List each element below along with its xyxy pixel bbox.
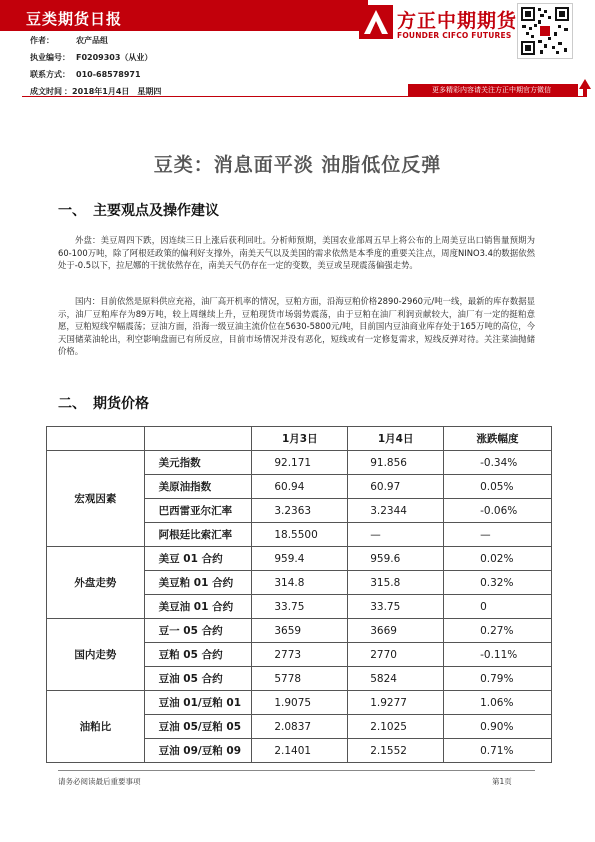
contact-value: 010-68578971 — [76, 70, 141, 79]
table-cell-change: 0.27% — [444, 619, 552, 643]
table-cell-curr: 91.856 — [348, 451, 444, 475]
section-heading-2: 二、 期货价格 — [58, 396, 149, 412]
license-label: 执业编号： — [30, 53, 70, 62]
table-cell-prev: 2.0837 — [252, 715, 348, 739]
table-cell-prev: 3.2363 — [252, 499, 348, 523]
table-cell-item: 豆油 05 合约 — [144, 667, 252, 691]
table-cell-prev: 33.75 — [252, 595, 348, 619]
table-cell-item: 阿根廷比索汇率 — [144, 523, 252, 547]
table-cell-curr: 315.8 — [348, 571, 444, 595]
table-cell-prev: 92.171 — [252, 451, 348, 475]
table-row — [47, 547, 552, 571]
table-header-cell: 1月3日 — [252, 427, 348, 451]
paragraph-domestic: 国内：目前依然是原料供应充裕，油厂高开机率的情况，豆粕方面，沿海豆粕价格2890-2960元/吨一线，最新的库存数据显示，油厂豆粕库存为89万吨，较上周继续上升，豆粕现货市场弱势震荡，由于豆粕在油厂利润贡献较大，油厂有一定的挺粕意愿，豆粕短线窄幅震荡；豆油方面，沿海一级豆油主流价位在5630-5800元/吨，目前国内豆油商业库存处于165万吨的高位，今天国储菜油轮出，利空影响盘面已有所反应，目前市场情况并没有恶化，短线或有一定修复需求，短线反弹对待。关注菜油抛储价格。 — [58, 296, 535, 356]
table-cell-item: 美元指数 — [144, 451, 252, 475]
table-cell-curr: 2.1025 — [348, 715, 444, 739]
section-heading-1: 一、 主要观点及操作建议 — [58, 203, 219, 219]
table-group-label: 国内走势 — [47, 619, 145, 691]
table-cell-curr: 3.2344 — [348, 499, 444, 523]
table-body — [47, 451, 552, 763]
table-cell-item: 豆油 09/豆粕 09 — [144, 739, 252, 763]
table-row — [47, 691, 552, 715]
table-cell-prev: 314.8 — [252, 571, 348, 595]
table-header-row — [47, 427, 552, 451]
table-cell-prev: 2.1401 — [252, 739, 348, 763]
table-header-cell: 涨跌幅度 — [444, 427, 552, 451]
qr-code-icon — [517, 3, 573, 59]
table-cell-item: 美豆 01 合约 — [144, 547, 252, 571]
table-cell-item: 美豆油 01 合约 — [144, 595, 252, 619]
author-value: 农产品组 — [76, 36, 108, 45]
table-group-label: 宏观因素 — [47, 451, 145, 547]
footer-page-number: 第1页 — [492, 777, 512, 786]
brand-name-cn: 方正中期期货 — [397, 10, 518, 32]
table-header-cell: 1月4日 — [348, 427, 444, 451]
table-header-cell — [47, 427, 145, 451]
table-header-cell — [144, 427, 252, 451]
table-cell-prev: 959.4 — [252, 547, 348, 571]
table-cell-item: 豆一 05 合约 — [144, 619, 252, 643]
table-row — [47, 451, 552, 475]
futures-price-table — [46, 426, 552, 763]
author-label: 作者： — [30, 36, 54, 45]
table-cell-change: 0 — [444, 595, 552, 619]
arrow-up-icon — [579, 79, 591, 89]
table-cell-change: 1.06% — [444, 691, 552, 715]
contact-label: 联系方式： — [30, 70, 70, 79]
table-row — [47, 619, 552, 643]
table-cell-curr: 33.75 — [348, 595, 444, 619]
brand-name-en: FOUNDER CIFCO FUTURES — [397, 31, 512, 40]
table-cell-prev: 1.9075 — [252, 691, 348, 715]
table-group-label: 外盘走势 — [47, 547, 145, 619]
table-cell-curr: 1.9277 — [348, 691, 444, 715]
table-cell-prev: 18.5500 — [252, 523, 348, 547]
table-cell-curr: 3669 — [348, 619, 444, 643]
footer-divider — [58, 770, 535, 771]
license-value: F0209303（从业） — [76, 53, 153, 62]
table-cell-change: — — [444, 523, 552, 547]
table-cell-prev: 2773 — [252, 643, 348, 667]
table-cell-change: 0.02% — [444, 547, 552, 571]
table-cell-item: 美豆粕 01 合约 — [144, 571, 252, 595]
report-title: 豆类期货日报 — [26, 10, 123, 28]
footer-disclaimer: 请务必阅读最后重要事项 — [58, 777, 141, 786]
contact-line — [30, 69, 141, 80]
table-cell-curr: — — [348, 523, 444, 547]
table-cell-change: 0.79% — [444, 667, 552, 691]
table-cell-change: -0.34% — [444, 451, 552, 475]
author-line — [30, 35, 108, 46]
table-group-label: 油粕比 — [47, 691, 145, 763]
date-label: 成文时间 — [30, 87, 62, 96]
table-cell-change: -0.06% — [444, 499, 552, 523]
table-cell-prev: 60.94 — [252, 475, 348, 499]
table-cell-curr: 60.97 — [348, 475, 444, 499]
paragraph-external: 外盘：美豆周四下跌，因连续三日上涨后获利回吐。分析师预期，美国农业部周五早上将公布的上周美豆出口销售量预期为60-100万吨，除了阿根廷政策的偏利好支撑外，南美天气以及美国的需求依然是本季度的重要关注点，周度NINO3.4的数据依然处于-0.5以下，拉尼娜的干扰依然存在，南美天气仍存在一定的变数，美豆或呈现震荡偏强走势。 — [58, 235, 535, 270]
brand-logo — [347, 4, 518, 44]
table-cell-change: 0.05% — [444, 475, 552, 499]
table-cell-curr: 2.1552 — [348, 739, 444, 763]
table-cell-change: 0.71% — [444, 739, 552, 763]
table-cell-prev: 5778 — [252, 667, 348, 691]
table-cell-item: 豆油 05/豆粕 05 — [144, 715, 252, 739]
table-cell-curr: 2770 — [348, 643, 444, 667]
header-divider — [22, 96, 587, 97]
table-cell-change: 0.32% — [444, 571, 552, 595]
table-cell-item: 豆油 01/豆粕 01 — [144, 691, 252, 715]
table-cell-item: 巴西雷亚尔汇率 — [144, 499, 252, 523]
license-line — [30, 52, 152, 63]
table-cell-curr: 959.6 — [348, 547, 444, 571]
table-cell-item: 美原油指数 — [144, 475, 252, 499]
table-cell-change: 0.90% — [444, 715, 552, 739]
table-cell-prev: 3659 — [252, 619, 348, 643]
promo-text[interactable]: 更多精彩内容请关注方正中期官方微信 — [432, 86, 551, 94]
brand-logo-icon — [359, 5, 393, 39]
date-value: ：2018年1月4日 星期四 — [64, 87, 162, 96]
table-cell-change: -0.11% — [444, 643, 552, 667]
table-cell-item: 豆粕 05 合约 — [144, 643, 252, 667]
table-cell-curr: 5824 — [348, 667, 444, 691]
page-title: 豆类：消息面平淡 油脂低位反弹 — [153, 154, 442, 176]
